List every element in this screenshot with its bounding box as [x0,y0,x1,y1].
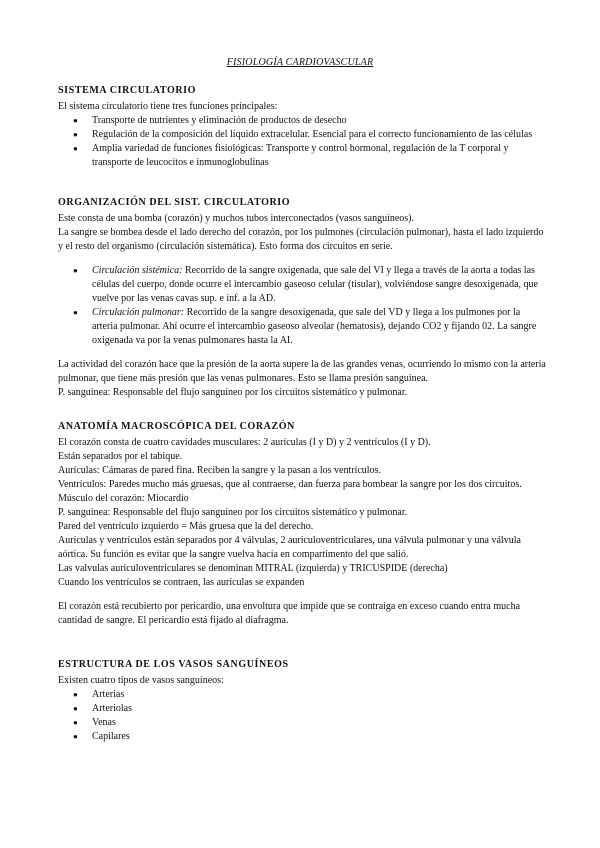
bullet-list [58,264,548,348]
section-heading: ESTRUCTURA DE LOS VASOS SANGUÍNEOS [58,659,289,670]
paragraph: La actividad del corazón hace que la presión de la aorta supere la de las grandes venas, ocurriendo lo mismo con la arteria pulmonar, que tiene más presión que las venas pulmonares. Esto se llama presión sanguínea. [58,359,546,384]
paragraph: Este consta de una bomba (corazón) y muchos tubos interconectados (vasos sanguíneos). [58,213,415,224]
list-item: ● Venas [58,716,548,730]
paragraph: La sangre se bombea desde el lado derecho del corazón, por los pulmones (circulación pulmonar), hasta el lado izquierdo y el resto del organismo (circulación sistemática). Esto forma dos circuitos en serie. [58,227,544,252]
section-heading: SISTEMA CIRCULATORIO [58,85,197,96]
section-organizacion [58,196,548,400]
term-label: Circulación sistémica: [92,265,183,276]
paragraph: Ventrículos: Paredes mucho más gruesas, que al contraerse, dan fuerza para bombear la sangre por los dos circuitos. [58,479,522,490]
document-title: FISIOLOGÍA CARDIOVASCULAR [226,57,374,68]
section-heading: ORGANIZACIÓN DEL SIST. CIRCULATORIO [58,197,291,208]
paragraph: El sistema circulatorio tiene tres funciones principales: [58,101,278,112]
paragraph: El corazón consta de cuatro cavidades musculares: 2 aurículas (I y D) y 2 ventrículos (I y D). [58,437,431,448]
section-heading: ANATOMÍA MACROSCÓPICA DEL CORAZÓN [58,421,295,432]
list-item: ● Amplia variedad de funciones fisiológicas: Transporte y control hormonal, regulación de la T corporal y transporte de leucocitos e inmunoglobulinas [58,142,548,170]
paragraph: Aurículas y ventrículos están separados por 4 válvulas, 2 auriculoventriculares, una válvula pulmonar y una válvula aórtica. Su función es evitar que la sangre vuelva hacia en compartimento del que salió. [58,535,521,560]
list-item: ● Transporte de nutrientes y eliminación de productos de desecho [58,114,548,128]
section-sistema-circulatorio [58,84,548,170]
term-definition: Recorrido de la sangre desoxigenada, que sale del VD y llega a los pulmones por la arteria pulmonar. Ahí ocurre el intercambio gaseoso alveolar (hematosis), dejando CO2 y fijando 02. La sangre oxigenada va por la venas pulmonares hasta la AI. [92,307,537,346]
bullet-list [58,114,548,170]
paragraph: P. sanguínea: Responsable del flujo sanguíneo por los circuitos sistemático y pulmonar. [58,387,408,398]
section-anatomia [58,420,548,628]
section-vasos [58,658,548,744]
paragraph: Músculo del corazón: Miocardio [58,493,189,504]
paragraph: El corazón está recubierto por pericardio, una envoltura que impide que se contraiga en exceso cuando entra mucha cantidad de sangre. El pericardio está fijado al diafragma. [58,601,521,626]
list-item: ● Capilares [58,730,548,744]
list-item [58,264,548,306]
list-item: ● Regulación de la composición del líquido extracelular. Esencial para el correcto funcionamiento de las células [58,128,548,142]
term-definition: Recorrido de la sangre oxigenada, que sale del VI y llega a través de la aorta a todas las células del cuerpo, donde ocurre el intercambio gaseoso celular (tisular), volviéndose sangre desoxigenada, que vuelve por las venas cavas sup. e inf. a la AD. [92,265,538,304]
term-label: Circulación pulmonar: [92,307,185,318]
paragraph: Cuando los ventrículos se contraen, las aurículas se expanden [58,577,305,588]
paragraph: Las valvulas auriculoventriculares se denominan MITRAL (izquierda) y TRICUSPIDE (derecha) [58,563,448,574]
paragraph: Existen cuatro tipos de vasos sanguíneos: [58,675,224,686]
paragraph: P. sanguínea: Responsable del flujo sanguíneo por los circuitos sistemático y pulmonar. [58,507,408,518]
bullet-list [58,688,548,744]
list-item: ● Arteriolas [58,702,548,716]
list-item: ● Arterias [58,688,548,702]
paragraph: Aurículas: Cámaras de pared fina. Reciben la sangre y la pasan a los ventrículos. [58,465,381,476]
paragraph: Pared del ventrículo izquierdo = Más gruesa que la del derecho. [58,521,314,532]
list-item [58,306,548,348]
paragraph: Están separados por el tabique. [58,451,183,462]
